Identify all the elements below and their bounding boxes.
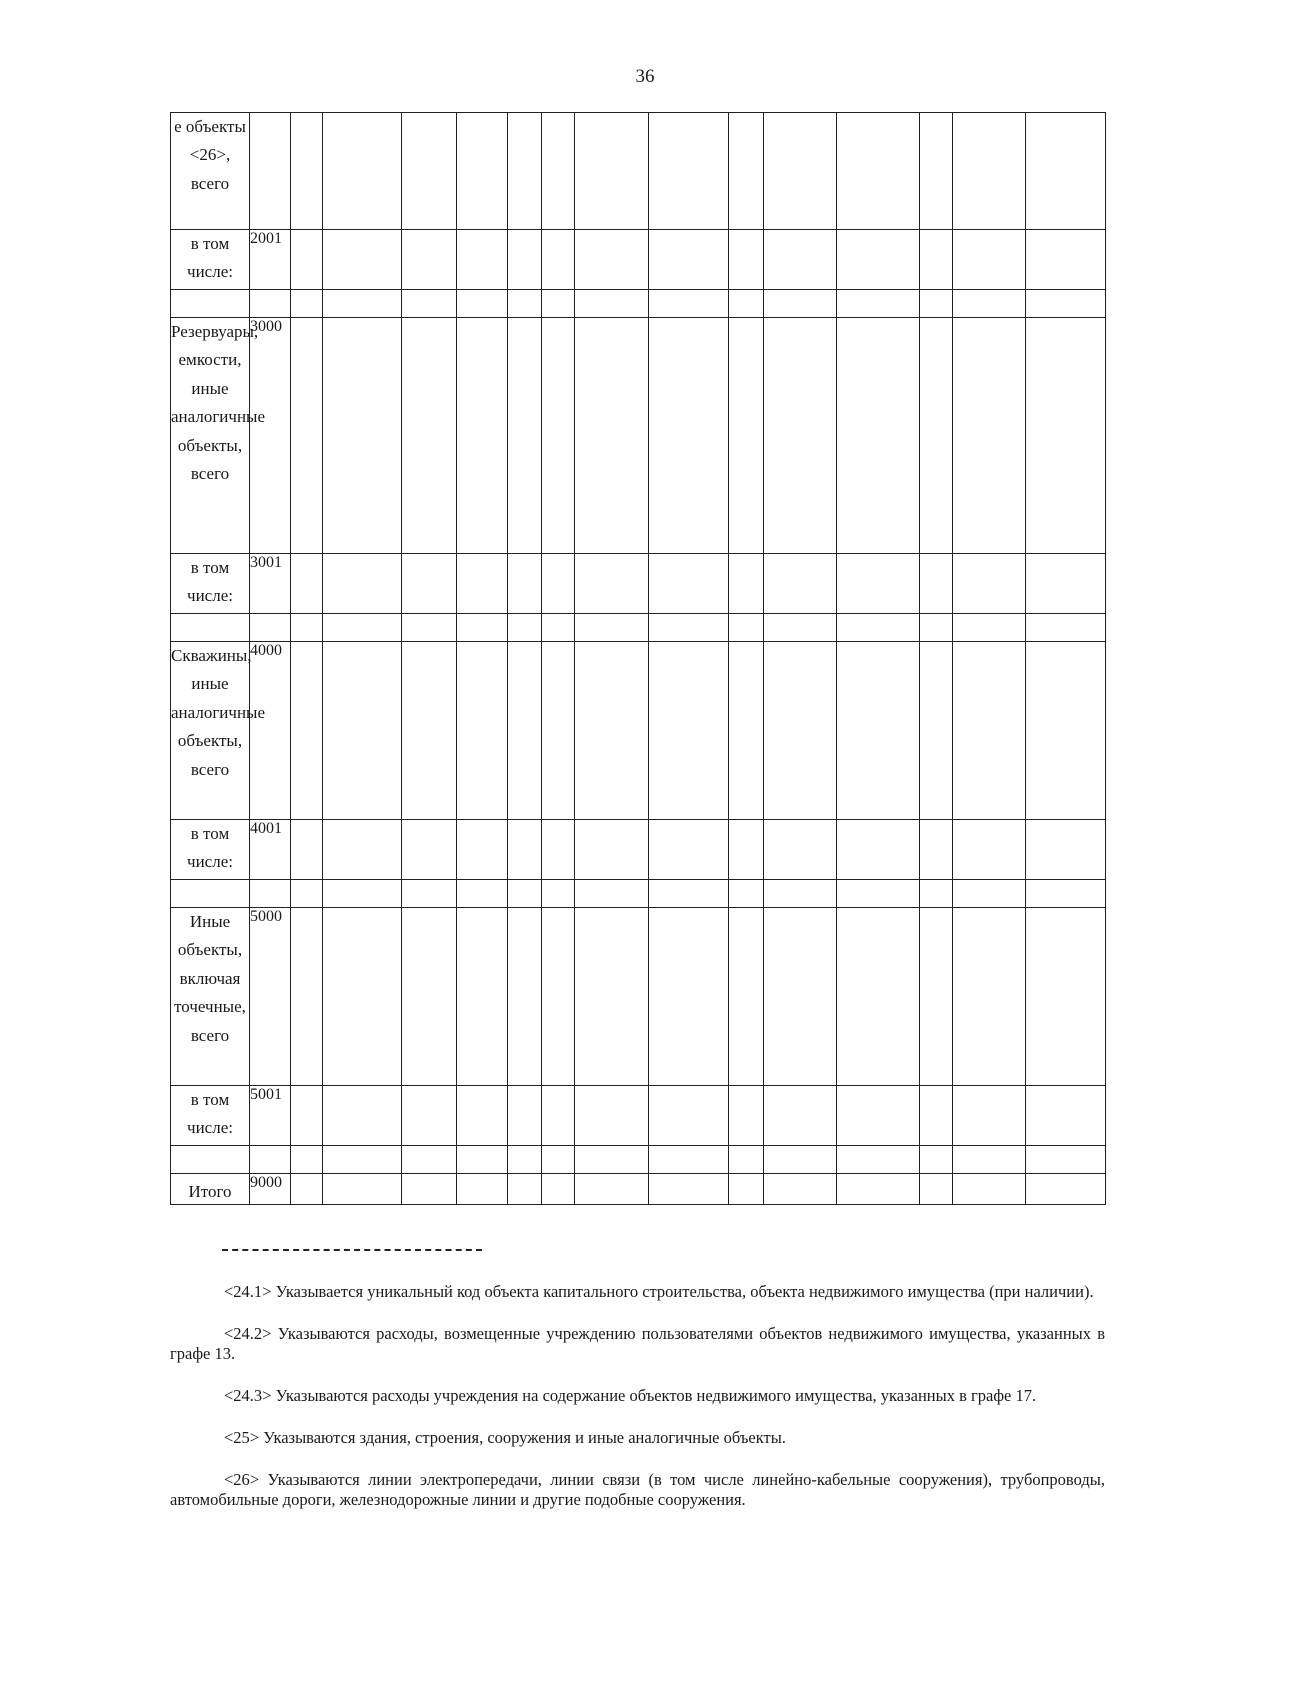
data-cell (1026, 554, 1106, 614)
data-cell (575, 820, 649, 880)
data-cell (575, 908, 649, 1086)
data-cell (920, 1146, 953, 1174)
data-cell (953, 1086, 1026, 1146)
data-cell (729, 554, 764, 614)
data-cell (649, 614, 729, 642)
data-cell (508, 1086, 542, 1146)
data-cell (508, 820, 542, 880)
data-cell (323, 1146, 402, 1174)
data-cell (402, 908, 457, 1086)
data-cell (457, 230, 508, 290)
footnote-24-3: <24.3> Указываются расходы учреждения на содержание объектов недвижимого имущества, указанных в графе 17. (224, 1386, 1037, 1405)
data-cell (291, 1086, 323, 1146)
table-row (171, 318, 1106, 554)
data-cell (1026, 318, 1106, 554)
data-cell (508, 1146, 542, 1174)
data-cell (649, 642, 729, 820)
data-cell (764, 820, 837, 880)
data-cell (457, 880, 508, 908)
data-cell (575, 113, 649, 230)
data-cell (323, 642, 402, 820)
data-cell (291, 318, 323, 554)
data-cell (764, 230, 837, 290)
row-code: 5000 (250, 908, 291, 1086)
table-row (171, 614, 1106, 642)
data-cell (837, 318, 920, 554)
data-cell (953, 1174, 1026, 1205)
data-cell (837, 614, 920, 642)
data-cell (649, 318, 729, 554)
data-cell (920, 290, 953, 318)
data-cell (291, 1174, 323, 1205)
data-cell (953, 1146, 1026, 1174)
data-cell (1026, 820, 1106, 880)
data-cell (291, 820, 323, 880)
data-cell (1026, 614, 1106, 642)
row-code: 9000 (250, 1174, 291, 1205)
data-cell (457, 614, 508, 642)
data-cell (764, 880, 837, 908)
page-number: 36 (635, 66, 655, 87)
data-cell (729, 1174, 764, 1205)
row-label: Резервуары, емкости, иные аналогичные объекты, всего (171, 318, 250, 554)
data-cell (323, 113, 402, 230)
data-cell (920, 908, 953, 1086)
data-cell (402, 230, 457, 290)
data-cell (649, 908, 729, 1086)
data-cell (920, 230, 953, 290)
footnote-24-1: <24.1> Указывается уникальный код объекта капитального строительства, объекта недвижимого имущества (при наличии). (224, 1282, 1094, 1301)
table-row (171, 880, 1106, 908)
row-label (171, 1146, 250, 1174)
data-cell (1026, 908, 1106, 1086)
data-cell (457, 1146, 508, 1174)
data-cell (402, 614, 457, 642)
data-cell (1026, 1174, 1106, 1205)
data-cell (402, 1146, 457, 1174)
data-cell (291, 113, 323, 230)
data-cell (402, 554, 457, 614)
data-cell (764, 290, 837, 318)
data-cell (402, 290, 457, 318)
data-cell (323, 1174, 402, 1205)
data-cell (729, 230, 764, 290)
data-cell (764, 642, 837, 820)
data-cell (764, 1086, 837, 1146)
row-label: Скважины, иные аналогичные объекты, всего (171, 642, 250, 820)
table-row (171, 820, 1106, 880)
data-cell (1026, 230, 1106, 290)
row-label: в том числе: (171, 554, 250, 614)
data-cell (649, 1146, 729, 1174)
data-cell (649, 880, 729, 908)
data-cell (323, 820, 402, 880)
data-cell (542, 908, 575, 1086)
data-cell (920, 614, 953, 642)
table-row (171, 113, 1106, 230)
data-cell (837, 554, 920, 614)
data-cell (649, 554, 729, 614)
data-cell (764, 1174, 837, 1205)
data-cell (508, 880, 542, 908)
data-cell (920, 318, 953, 554)
row-code: 5001 (250, 1086, 291, 1146)
data-cell (323, 318, 402, 554)
data-cell (508, 614, 542, 642)
data-cell (291, 614, 323, 642)
data-cell (508, 230, 542, 290)
data-cell (402, 880, 457, 908)
data-cell (542, 1146, 575, 1174)
row-code: 4000 (250, 642, 291, 820)
data-cell (729, 113, 764, 230)
data-cell (402, 1086, 457, 1146)
footnotes (170, 1282, 1105, 1532)
data-cell (837, 880, 920, 908)
data-cell (764, 113, 837, 230)
row-label (171, 290, 250, 318)
data-cell (457, 642, 508, 820)
data-cell (649, 113, 729, 230)
data-cell (920, 113, 953, 230)
data-cell (291, 908, 323, 1086)
table-row (171, 1174, 1106, 1205)
data-cell (508, 554, 542, 614)
row-code (250, 290, 291, 318)
data-cell (764, 908, 837, 1086)
data-cell (764, 614, 837, 642)
row-label: Иные объекты, включая точечные, всего (171, 908, 250, 1086)
data-cell (575, 880, 649, 908)
data-cell (764, 318, 837, 554)
footnote-separator (222, 1249, 482, 1251)
data-cell (729, 1146, 764, 1174)
data-cell (323, 1086, 402, 1146)
data-cell (402, 1174, 457, 1205)
table-row (171, 642, 1106, 820)
data-cell (649, 230, 729, 290)
table-row (171, 1086, 1106, 1146)
data-cell (729, 880, 764, 908)
data-cell (542, 820, 575, 880)
data-cell (508, 1174, 542, 1205)
data-cell (764, 554, 837, 614)
data-cell (649, 1086, 729, 1146)
data-cell (649, 290, 729, 318)
row-code (250, 880, 291, 908)
data-cell (323, 290, 402, 318)
table-row (171, 908, 1106, 1086)
data-cell (729, 614, 764, 642)
data-cell (402, 642, 457, 820)
data-cell (729, 318, 764, 554)
data-cell (953, 614, 1026, 642)
data-cell (953, 880, 1026, 908)
row-code (250, 614, 291, 642)
data-cell (1026, 1146, 1106, 1174)
footnote-24-2: <24.2> Указываются расходы, возмещенные учреждению пользователями объектов недвижимого имущества, указанных в графе 13. (170, 1324, 1105, 1363)
data-cell (920, 554, 953, 614)
data-cell (323, 230, 402, 290)
data-cell (575, 642, 649, 820)
data-cell (920, 880, 953, 908)
data-cell (575, 554, 649, 614)
data-cell (508, 290, 542, 318)
data-cell (837, 820, 920, 880)
row-label: е объекты <26>, всего (171, 113, 250, 230)
footnote-26: <26> Указываются линии электропередачи, линии связи (в том числе линейно-кабельные сооружения), трубопроводы, автомобильные дороги, железнодорожные линии и другие подобные сооружения. (170, 1470, 1105, 1509)
data-cell (729, 1086, 764, 1146)
data-cell (837, 1146, 920, 1174)
data-cell (575, 614, 649, 642)
data-cell (575, 1086, 649, 1146)
data-cell (1026, 880, 1106, 908)
data-cell (291, 230, 323, 290)
data-cell (457, 318, 508, 554)
data-cell (920, 1174, 953, 1205)
data-cell (542, 230, 575, 290)
row-code (250, 113, 291, 230)
row-label: в том числе: (171, 230, 250, 290)
data-cell (953, 642, 1026, 820)
data-cell (291, 642, 323, 820)
data-cell (837, 1086, 920, 1146)
data-cell (457, 908, 508, 1086)
data-cell (457, 820, 508, 880)
data-cell (575, 1174, 649, 1205)
data-cell (1026, 290, 1106, 318)
table-row (171, 1146, 1106, 1174)
data-cell (837, 113, 920, 230)
data-cell (920, 820, 953, 880)
data-cell (402, 318, 457, 554)
data-cell (1026, 113, 1106, 230)
data-cell (837, 642, 920, 820)
table-row (171, 554, 1106, 614)
table-row (171, 290, 1106, 318)
data-cell (953, 820, 1026, 880)
data-cell (402, 113, 457, 230)
data-cell (508, 318, 542, 554)
data-cell (291, 554, 323, 614)
row-code: 3001 (250, 554, 291, 614)
data-cell (508, 642, 542, 820)
row-label (171, 614, 250, 642)
data-cell (729, 290, 764, 318)
row-label: в том числе: (171, 820, 250, 880)
data-cell (457, 113, 508, 230)
data-cell (542, 642, 575, 820)
data-cell (953, 318, 1026, 554)
data-cell (402, 820, 457, 880)
data-cell (1026, 1086, 1106, 1146)
data-cell (649, 1174, 729, 1205)
row-label: в том числе: (171, 1086, 250, 1146)
data-cell (837, 908, 920, 1086)
footnote-25: <25> Указываются здания, строения, сооружения и иные аналогичные объекты. (224, 1428, 786, 1447)
data-cell (729, 642, 764, 820)
data-cell (291, 1146, 323, 1174)
row-code (250, 1146, 291, 1174)
data-cell (542, 880, 575, 908)
data-cell (291, 290, 323, 318)
data-cell (542, 1174, 575, 1205)
data-cell (291, 880, 323, 908)
data-cell (953, 908, 1026, 1086)
data-cell (457, 290, 508, 318)
data-cell (457, 554, 508, 614)
data-cell (542, 554, 575, 614)
property-table (170, 112, 1106, 1205)
data-cell (575, 318, 649, 554)
data-cell (457, 1086, 508, 1146)
data-cell (837, 230, 920, 290)
data-cell (575, 290, 649, 318)
data-cell (953, 230, 1026, 290)
data-cell (542, 113, 575, 230)
data-cell (323, 880, 402, 908)
data-cell (575, 1146, 649, 1174)
data-cell (542, 1086, 575, 1146)
data-cell (920, 1086, 953, 1146)
data-cell (953, 290, 1026, 318)
data-cell (953, 113, 1026, 230)
data-cell (837, 290, 920, 318)
data-cell (953, 554, 1026, 614)
data-cell (508, 113, 542, 230)
row-code: 2001 (250, 230, 291, 290)
data-cell (649, 820, 729, 880)
row-label: Итого (171, 1174, 250, 1205)
data-cell (729, 820, 764, 880)
row-code: 3000 (250, 318, 291, 554)
data-cell (542, 290, 575, 318)
data-cell (1026, 642, 1106, 820)
row-label (171, 880, 250, 908)
data-cell (457, 1174, 508, 1205)
data-cell (323, 908, 402, 1086)
data-cell (542, 318, 575, 554)
data-cell (837, 1174, 920, 1205)
data-cell (920, 642, 953, 820)
row-code: 4001 (250, 820, 291, 880)
table-row (171, 230, 1106, 290)
data-cell (323, 614, 402, 642)
data-cell (542, 614, 575, 642)
data-cell (729, 908, 764, 1086)
data-cell (575, 230, 649, 290)
data-cell (508, 908, 542, 1086)
data-cell (323, 554, 402, 614)
data-cell (764, 1146, 837, 1174)
